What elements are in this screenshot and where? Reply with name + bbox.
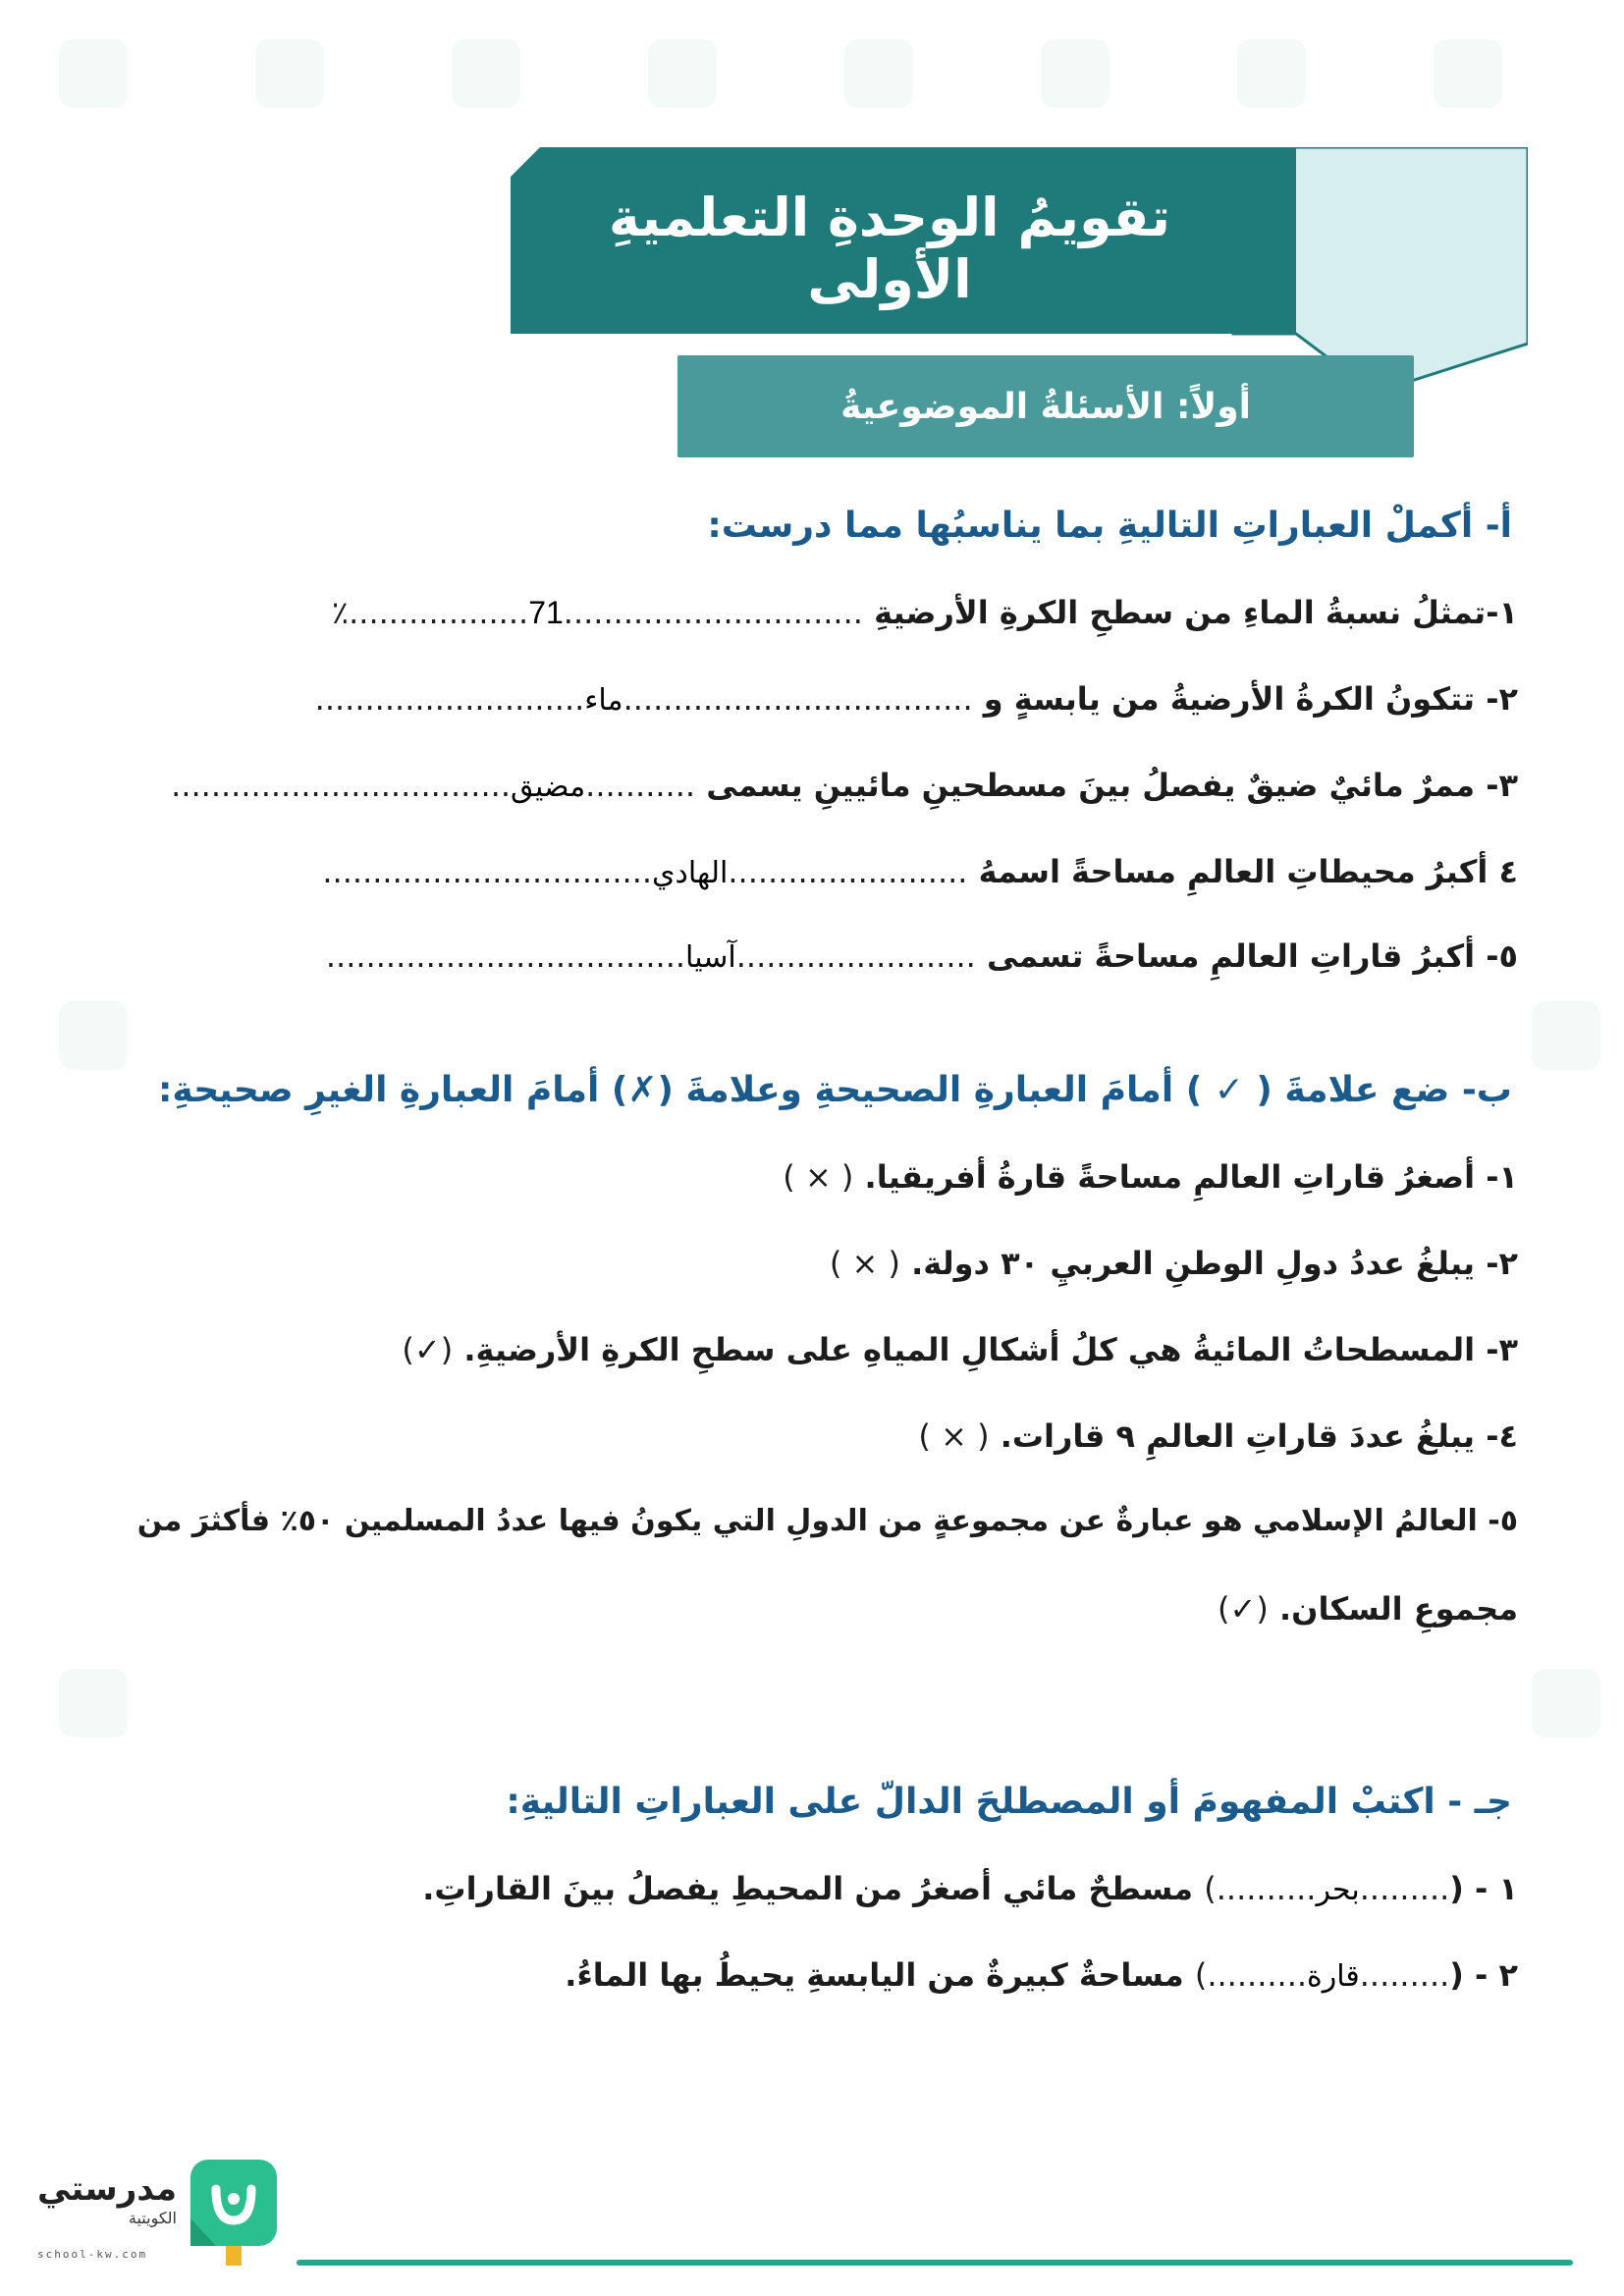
item-dots: ......... bbox=[1359, 1956, 1450, 1994]
item-text: مساحةٌ كبيرةٌ من اليابسةِ يحيطُ بها الماءُ. bbox=[565, 1956, 1184, 1994]
item-text: ٤- يبلغُ عددَ قاراتِ العالمِ ٩ قارات. bbox=[1000, 1417, 1518, 1455]
item-dots: ..................٪ bbox=[331, 594, 529, 631]
item-text: ٥- العالمُ الإسلامي هو عبارةٌ عن مجموعةٍ من الدولِ التي يكونُ فيها عددُ المسلمين ٥٠٪ فأكثرَ من bbox=[136, 1504, 1518, 1538]
section-c-item bbox=[565, 1956, 1518, 1994]
section-a-item bbox=[315, 680, 1518, 718]
item-text: ٤ أكبرُ محيطاتِ العالمِ مساحةً اسمهُ bbox=[978, 853, 1518, 890]
section-c-item bbox=[422, 1870, 1518, 1907]
item-text: مسطحٌ مائي أصغرُ من المحيطِ يفصلُ بينَ القاراتِ. bbox=[422, 1870, 1194, 1907]
item-prefix: ٢ - ( bbox=[1449, 1956, 1518, 1994]
item-dots: ........... bbox=[585, 767, 696, 804]
section-a-heading: أ- أكملْ العباراتِ التاليةِ بما يناسبُها مما درست: bbox=[707, 506, 1512, 546]
item-mark: ( × ) bbox=[829, 1245, 900, 1282]
section-b-item bbox=[918, 1417, 1518, 1455]
section-a-item bbox=[171, 767, 1518, 804]
madrasati-logo-icon bbox=[187, 2160, 281, 2266]
item-text: مجموعِ السكان. bbox=[1278, 1590, 1518, 1628]
subtitle-banner: أولاً: الأسئلةُ الموضوعيةُ bbox=[677, 355, 1414, 457]
section-b-item bbox=[830, 1245, 1518, 1282]
item-mark: ( × ) bbox=[783, 1158, 854, 1196]
section-b-item bbox=[783, 1158, 1518, 1196]
item-dots: ................................... bbox=[623, 680, 973, 718]
section-b-heading: ب- ضع علامةَ ( ✓ ) أمامَ العبارةِ الصحيحةِ وعلامةَ (✗) أمامَ العبارةِ الغيرِ صحيحةِ: bbox=[158, 1070, 1512, 1110]
item-text: ١-تمثلُ نسبةُ الماءِ من سطحِ الكرةِ الأرضيةِ bbox=[874, 594, 1518, 631]
section-b-item bbox=[137, 1504, 1518, 1538]
section-a-item bbox=[322, 853, 1518, 890]
item-answer: قارة bbox=[1307, 1959, 1360, 1994]
item-text: ٥- أكبرُ قاراتِ العالمِ مساحةً تسمى bbox=[986, 937, 1518, 975]
item-dots: ......... bbox=[1359, 1870, 1450, 1907]
logo-subtitle: الكويتية bbox=[128, 2209, 177, 2227]
section-a-item bbox=[326, 937, 1518, 975]
item-dots: .............................. bbox=[563, 594, 863, 631]
item-mark: ( × ) bbox=[918, 1417, 990, 1455]
item-dots: ................................. bbox=[322, 853, 653, 890]
item-dots: .................................. bbox=[171, 767, 511, 804]
item-dots: ..........) bbox=[1204, 1870, 1317, 1907]
item-dots: ........................ bbox=[735, 937, 976, 975]
section-b-item bbox=[1218, 1590, 1518, 1628]
item-text: ٣- ممرٌ مائيٌ ضيقٌ يفصلُ بينَ مسطحينِ مائيينِ يسمى bbox=[706, 767, 1518, 804]
item-answer: ماء bbox=[584, 683, 623, 718]
item-text: ٣- المسطحاتُ المائيةُ هي كلُ أشكالِ المياهِ على سطحِ الكرةِ الأرضيةِ. bbox=[463, 1331, 1518, 1368]
item-dots: ........................... bbox=[314, 680, 585, 718]
section-b-item bbox=[402, 1331, 1518, 1368]
item-answer: آسيا bbox=[685, 940, 736, 975]
item-text: ٢- يبلغُ عددُ دولِ الوطنِ العربيِ ٣٠ دولة. bbox=[911, 1245, 1518, 1282]
logo-name: مدرستي bbox=[37, 2169, 177, 2209]
item-answer: مضيق bbox=[510, 770, 586, 804]
item-answer: بحر bbox=[1316, 1873, 1360, 1907]
logo-text bbox=[29, 2169, 177, 2227]
section-c-heading: جـ - اكتبْ المفهومَ أو المصطلحَ الدالّ على العباراتِ التاليةِ: bbox=[506, 1782, 1512, 1822]
item-prefix: ١ - ( bbox=[1449, 1870, 1518, 1907]
logo-url: school-kw.com bbox=[37, 2248, 148, 2261]
item-text: ١- أصغرُ قاراتِ العالمِ مساحةً قارةُ أفريقيا. bbox=[864, 1158, 1518, 1196]
page-title: تقويمُ الوحدةِ التعلميةِ الأولى bbox=[608, 187, 1171, 310]
item-dots: ........................ bbox=[728, 853, 968, 890]
item-dots: ..........) bbox=[1194, 1956, 1308, 1994]
item-dots: .................................... bbox=[325, 937, 686, 975]
item-answer: 71 bbox=[528, 595, 564, 630]
item-mark: (✓) bbox=[402, 1331, 454, 1368]
item-text: ٢- تتكونُ الكرةُ الأرضيةُ من يابسةٍ و bbox=[983, 680, 1518, 718]
item-mark: (✓) bbox=[1218, 1590, 1269, 1628]
section-a-item bbox=[332, 594, 1518, 631]
footer-divider bbox=[297, 2260, 1573, 2266]
item-answer: الهادي bbox=[652, 856, 729, 890]
